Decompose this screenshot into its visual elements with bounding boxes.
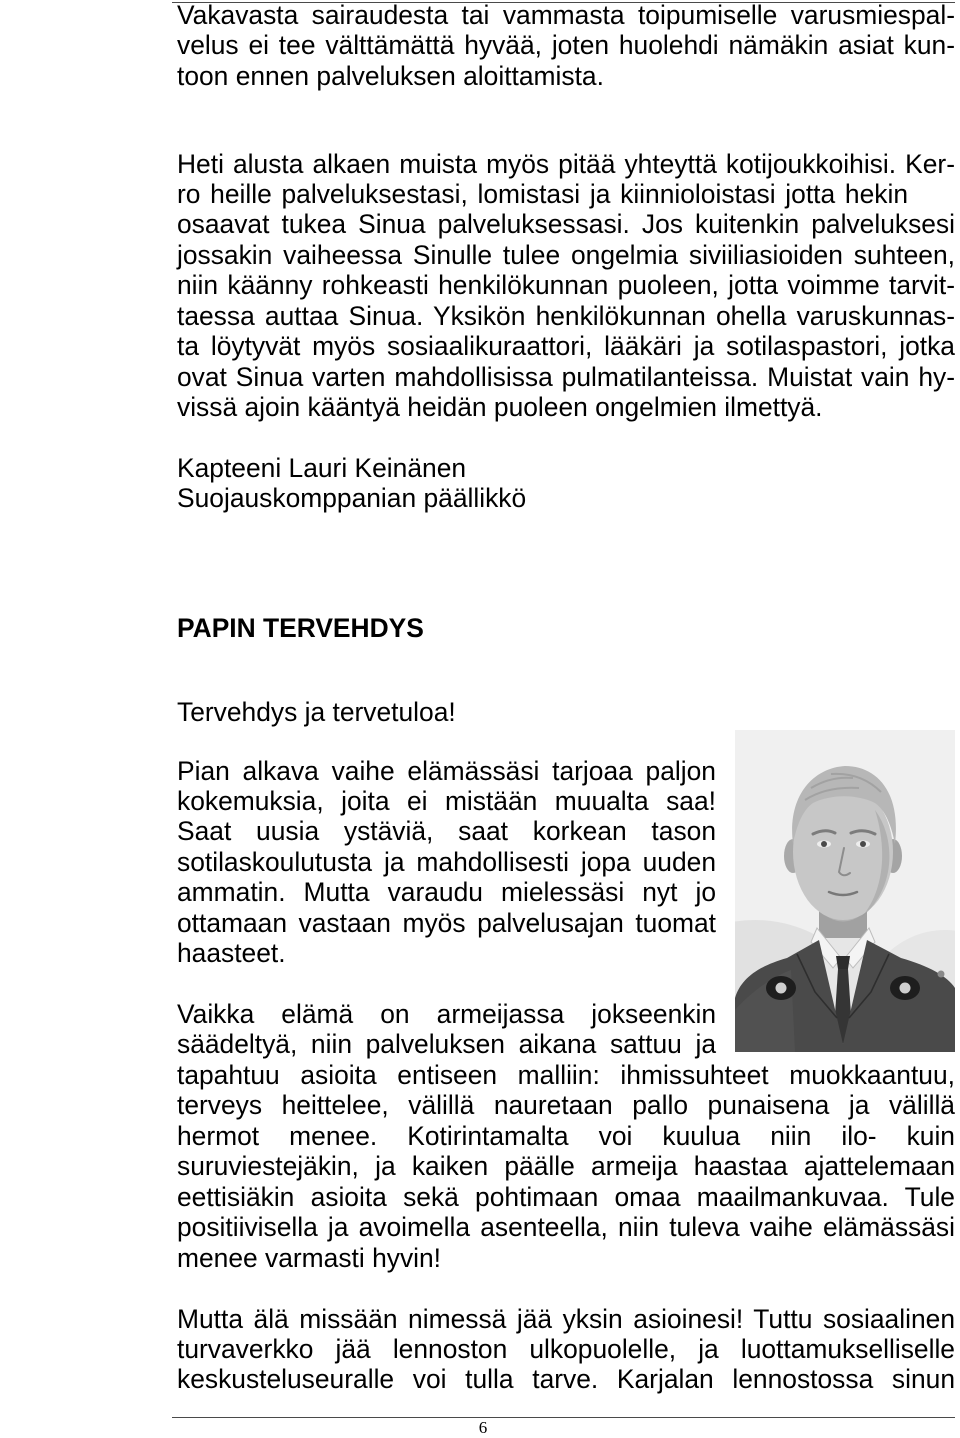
text-line: turvaverkko jää lennoston ulkopuolelle, ja luottamukselliselle xyxy=(177,1333,955,1364)
text-line: taessa auttaa Sinua. Yksikön henkilökunnan ohella varuskunnas- xyxy=(177,300,955,331)
text-line: jossakin vaiheessa Sinulle tulee ongelmia siviiliasioiden suhteen, xyxy=(177,239,955,270)
portrait-iris xyxy=(860,841,866,847)
text-line: velus ei tee välttämättä hyvää, joten huolehdi nämäkin asiat kun- xyxy=(177,30,955,61)
text-line: eettisiäkin asioita sekä pohtimaan omaa maailmankuvaa. Tule xyxy=(177,1181,955,1212)
epaulette-button xyxy=(938,971,945,978)
text-line: ammatin. Mutta varaudu mielessäsi nyt jo xyxy=(177,877,716,908)
text-line: osaavat tukea Sinua palveluksessasi. Jos kuitenkin palveluksesi xyxy=(177,209,955,240)
text-line: menee varmasti hyvin! xyxy=(177,1242,442,1273)
portrait-photo xyxy=(735,730,955,1052)
intro-paragraph-1 xyxy=(177,0,955,91)
text-line: säädeltyä, niin palveluksen aikana sattuu ja xyxy=(177,1029,716,1060)
salutation-text: Tervehdys ja tervetuloa! xyxy=(177,696,456,727)
signature xyxy=(177,453,955,514)
collar-insignia-right-emblem xyxy=(900,983,911,994)
text-line: Vaikka elämä on armeijassa jokseenkin xyxy=(177,999,716,1029)
text-line: toon ennen palveluksen aloittamista. xyxy=(177,60,604,91)
text-line: Vakavasta sairaudesta tai vammasta toipumiselle varusmiespal- xyxy=(177,0,955,30)
text-line: ottamaan vastaan myös palvelusajan tuomat xyxy=(177,907,716,938)
collar-insignia-left-emblem xyxy=(776,983,787,994)
text-line: suruviestejäkin, ja kaiken päälle armeija haastaa ajattelemaan xyxy=(177,1151,955,1182)
text-line: vissä ajoin kääntyä heidän puoleen ongelmien ilmettyä. xyxy=(177,392,823,422)
chaplain-paragraph-3 xyxy=(177,1304,955,1395)
footer-rule xyxy=(172,1417,955,1418)
text-line: niin käänny rohkeasti henkilökunnan puoleen, jotta voimme tarvit- xyxy=(177,270,955,301)
text-line: terveys heittelee, välillä nauretaan pallo punaisena ja välillä xyxy=(177,1090,955,1121)
text-line: Pian alkava vaihe elämässäsi tarjoaa paljon xyxy=(177,755,716,786)
signature-title: Suojauskomppanian päällikkö xyxy=(177,483,527,514)
section-heading xyxy=(177,613,955,643)
text-line: keskusteluseuralle voi tulla tarve. Karjalan lennostossa sinun xyxy=(177,1364,955,1395)
chaplain-paragraph-1 xyxy=(177,756,716,969)
intro-paragraph-2 xyxy=(177,149,955,423)
text-line: Saat uusia ystäviä, saat korkean tason xyxy=(177,816,716,847)
signature-name: Kapteeni Lauri Keinänen xyxy=(177,453,467,483)
portrait-iris xyxy=(821,841,827,847)
heading-text: PAPIN TERVEHDYS xyxy=(177,613,424,643)
text-line: haasteet. xyxy=(177,938,286,969)
text-line: positiivisella ja avoimella asenteella, niin tuleva vaihe elämässäsi xyxy=(177,1212,955,1243)
salutation xyxy=(177,697,955,727)
text-line: ovat Sinua varten mahdollisissa pulmatilanteissa. Muistat vain hy- xyxy=(177,361,955,392)
portrait-tie-knot xyxy=(836,956,850,969)
text-line: sotilaskoulutusta ja mahdollisesti jopa uuden xyxy=(177,846,716,877)
text-line: hermot menee. Kotirintamalta voi kuulua niin ilo- kuin xyxy=(177,1120,955,1151)
text-line: ta löytyvät myös sosiaalikuraattori, lääkäri ja sotilaspastori, jotka xyxy=(177,331,955,362)
text-line: kokemuksia, joita ei mistään muualta saa! xyxy=(177,785,716,816)
text-line: tapahtuu asioita entiseen malliin: ihmissuhteet muokkaantuu, xyxy=(177,1059,955,1090)
page-number: 6 xyxy=(478,1418,488,1437)
text-line: ro heille palveluksestasi, lomistasi ja kiinnioloistasi jotta hekin xyxy=(177,178,908,209)
text-line: Heti alusta alkaen muista myös pitää yhteyttä kotijoukkoihisi. Ker- xyxy=(177,148,955,179)
text-line: Mutta älä missään nimessä jää yksin asioinesi! Tuttu sosiaalinen xyxy=(177,1303,955,1334)
